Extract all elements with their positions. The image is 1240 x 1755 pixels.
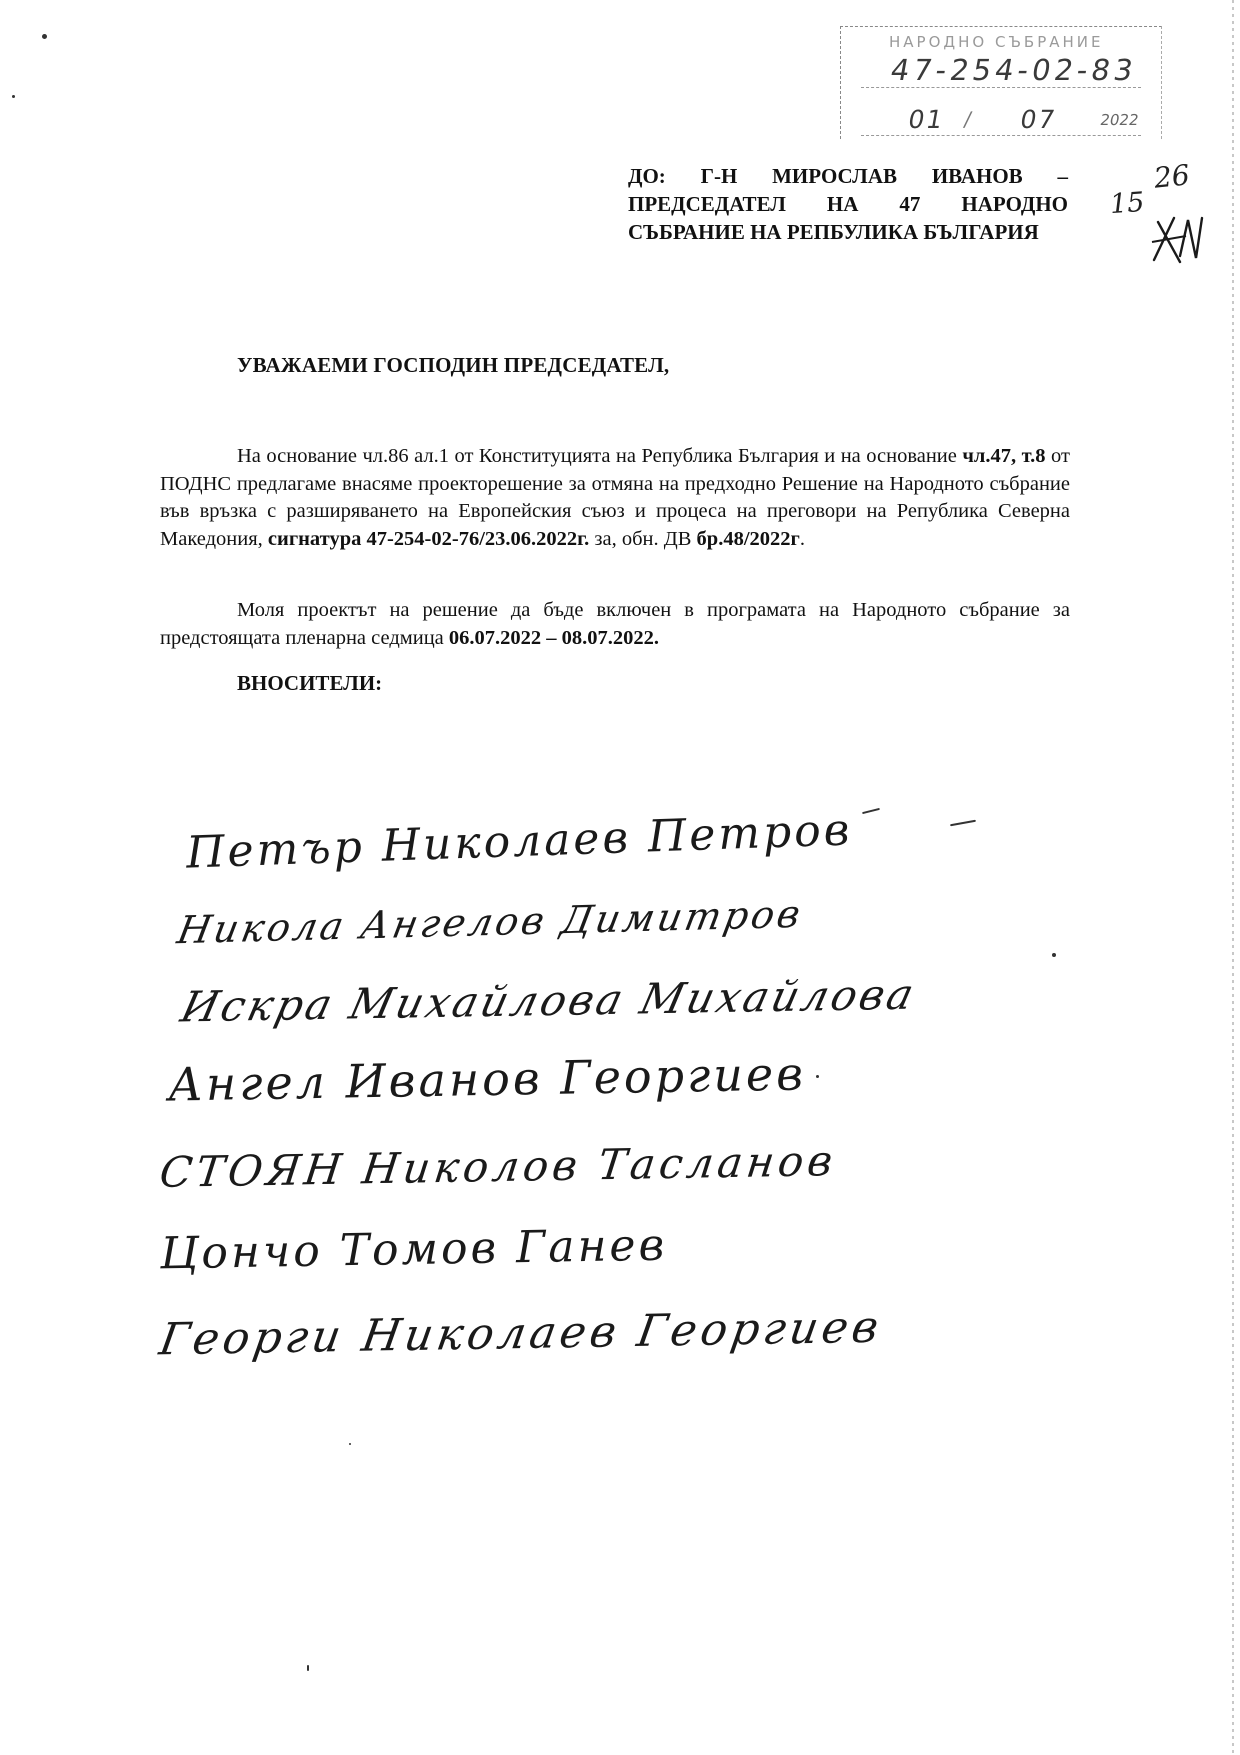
scan-speck [42,34,47,39]
margin-note-mark [1150,212,1206,270]
stamp-divider [861,135,1141,136]
signature: Георги Николаев Георгиев [156,1301,886,1366]
signature: Ангел Иванов Георгиев [167,1046,807,1112]
salutation: УВАЖАЕМИ ГОСПОДИН ПРЕДСЕДАТЕЛ, [237,353,670,377]
signature: Петър Николаев Петров [185,804,854,879]
submitters-label: ВНОСИТЕЛИ: [237,671,383,695]
margin-note-line1: 26 [1152,158,1192,195]
signature: Никола Ангелов Димитров [174,891,807,953]
registration-stamp [840,26,1162,139]
body-paragraph-2 [160,597,1070,652]
stamp-month: 07 [1017,105,1059,134]
bold-date-range: 06.07.2022 – 08.07.2022. [448,626,660,649]
signature: Цончо Томов Ганев [159,1219,668,1280]
scan-speck [307,1665,309,1671]
stamp-divider [861,87,1141,88]
addressee-line: СЪБРАНИЕ НА РЕПБУЛИКА БЪЛГАРИЯ [628,220,1039,244]
stamp-year: 2022 [1098,111,1141,129]
body-paragraph-1 [160,443,1070,553]
addressee-block [628,162,1068,246]
scan-speck [349,1443,351,1445]
text-segment: На основание чл.86 ал.1 от Конституцията на Република България и на основание [237,445,963,467]
margin-note-line2: 15 [1108,186,1146,221]
text-segment: за, обн. ДВ [589,527,697,550]
addressee-line: ДО: Г-Н МИРОСЛАВ ИВАНОВ – [628,164,1068,188]
text-segment: . [799,527,805,550]
stamp-day: 01 [905,105,947,134]
scan-edge [1232,0,1234,1755]
addressee-line: ПРЕДСЕДАТЕЛ НА 47 НАРОДНО [628,192,1068,216]
signature: Искра Михайлова Михайлова [176,969,922,1032]
signature: СТОЯН Николов Тасланов [157,1136,840,1197]
stamp-date-separator: / [962,107,974,131]
scan-speck [950,820,976,826]
stamp-registration-number: 47-254-02-83 [888,53,1140,87]
text-segment: Моля проектът на решение да бъде включен в програмата на Народното събрание за предстоящата пленарна седмица [160,599,1070,649]
scan-speck [12,95,15,98]
bold-reference: сигнатура 47-254-02-76/23.06.2022г. [267,527,590,550]
scan-speck [862,808,880,814]
bold-reference: чл.47, т.8 [962,445,1046,467]
scan-speck [816,1075,819,1078]
scan-speck [1052,953,1056,957]
stamp-organization: НАРОДНО СЪБРАНИЕ [889,33,1104,51]
bold-reference: бр.48/2022г [696,527,800,550]
text-segment: от ПОДНС предлагаме внасяме проекторешение за отмяна на предходно Решение на Народното събрание във връзка с разширяването на Европейския съюз и процеса на преговори на Република Северна Македония, [160,445,1070,550]
